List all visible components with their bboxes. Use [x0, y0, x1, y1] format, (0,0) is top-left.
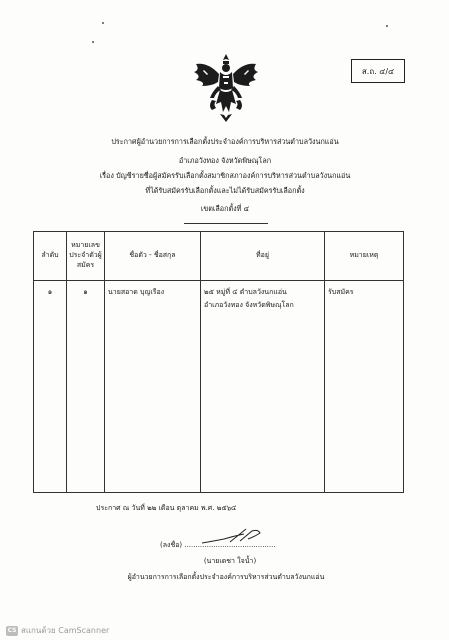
cell-remark: รับสมัคร [325, 281, 404, 493]
header-candidate-number: หมายเลขประจำตัวผู้สมัคร [67, 232, 105, 281]
subject-line: เรื่อง บัญชีรายชื่อผู้สมัครรับเลือกตั้งสมาชิกสภาองค์การบริหารส่วนตำบลวังนกแอ่น [99, 171, 351, 180]
header-name: ชื่อตัว - ชื่อสกุล [105, 232, 201, 281]
subject-continued: ที่ได้รับสมัครรับเลือกตั้งและไม่ได้รับสมัครรับเลือกตั้ง [145, 186, 305, 195]
district-province: อำเภอวังทอง จังหวัดพิษณุโลก [178, 156, 272, 165]
speck [386, 25, 388, 27]
form-code-box: ส.ถ. ๔/๔ [351, 59, 405, 83]
announcement-date: ประกาศ ณ วันที่ ๒๒ เดือน ตุลาคม พ.ศ. ๒๕๖๔ [96, 504, 237, 512]
scanner-watermark [6, 624, 109, 637]
table-row [34, 281, 404, 493]
header-order: ลำดับ [34, 232, 67, 281]
address-line-1: ๒๕ หมู่ที่ ๔ ตำบลวังนกแอ่น [204, 288, 287, 296]
address-line-2: อำเภอวังทอง จังหวัดพิษณุโลก [204, 301, 294, 310]
table-header-row [34, 232, 404, 281]
candidate-table [33, 231, 404, 493]
electoral-district: เขตเลือกตั้งที่ ๔ [200, 204, 250, 213]
scanner-label: สแกนด้วย CamScanner [21, 626, 110, 635]
cell-address [201, 281, 325, 493]
header-remark: หมายเหตุ [325, 232, 404, 281]
speck [102, 22, 104, 24]
signed-label: (ลงชื่อ) ......................................... [160, 541, 276, 549]
header-underline [184, 223, 268, 224]
cell-candidate-number: ๑ [67, 281, 105, 493]
camscanner-logo-icon: CS [7, 627, 17, 634]
speck [92, 41, 94, 43]
cell-order: ๑ [34, 281, 67, 493]
header-address: ที่อยู่ [201, 232, 325, 281]
garuda-emblem-icon [190, 52, 262, 124]
signer-position: ผู้อำนวยการการเลือกตั้งประจำองค์การบริหารส่วนตำบลวังนกแอ่น [127, 573, 325, 581]
signer-name: (นายเดชา ใจน้ำ) [203, 557, 257, 565]
cell-name: นายสอาด บุญเรือง [105, 281, 201, 493]
announcement-title: ประกาศผู้อำนวยการการเลือกตั้งประจำองค์การบริหารส่วนตำบลวังนกแอ่น [111, 137, 339, 146]
